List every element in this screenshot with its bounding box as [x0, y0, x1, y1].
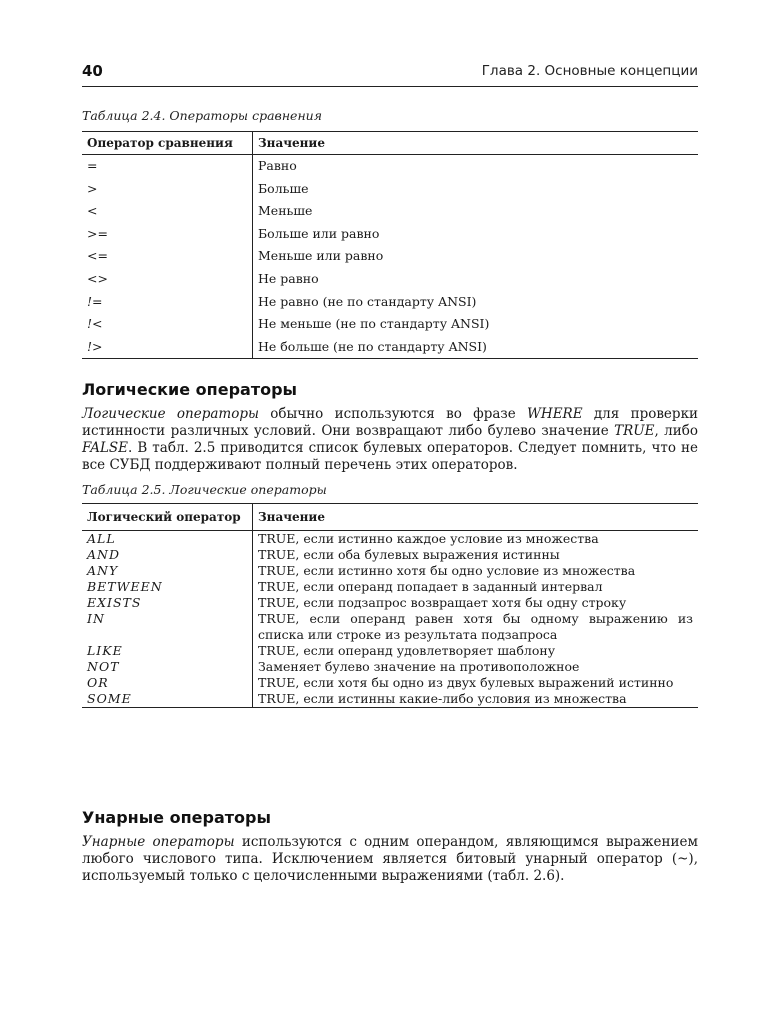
- table-row: [82, 336, 698, 359]
- column-header-operator: Логический оператор: [82, 504, 253, 531]
- operator-cell: !>: [82, 336, 253, 359]
- page-number: 40: [82, 62, 103, 80]
- table-row: [82, 245, 698, 268]
- operator-cell: =: [82, 155, 253, 178]
- table-row: [82, 659, 698, 675]
- table-row: [82, 200, 698, 223]
- chapter-title: Глава 2. Основные концепции: [481, 63, 698, 79]
- meaning-cell: Не равно: [258, 270, 319, 286]
- meaning-cell: Больше: [258, 180, 309, 196]
- keyword-false: FALSE: [82, 440, 129, 456]
- table-2-4-caption: Таблица 2.4. Операторы сравнения: [82, 108, 323, 123]
- logical-operators-paragraph: [82, 406, 698, 474]
- operator-cell: OR: [82, 675, 253, 691]
- operator-cell: <: [82, 200, 253, 223]
- table-row: [82, 531, 698, 548]
- table-row: [82, 595, 698, 611]
- meaning-cell: Не равно (не по стандарту ANSI): [258, 293, 477, 309]
- meaning-cell: TRUE, если истинны какие-либо условия из множества: [253, 691, 699, 708]
- logical-operators-table: [82, 503, 698, 708]
- meaning-cell: TRUE, если оба булевых выражения истинны: [258, 547, 560, 562]
- meaning-cell: TRUE, если истинно хотя бы одно условие из множества: [258, 563, 636, 578]
- table-row: [82, 691, 698, 708]
- operator-cell: SOME: [82, 691, 253, 708]
- operator-cell: !<: [82, 313, 253, 336]
- table-row: [82, 643, 698, 659]
- operator-cell: BETWEEN: [82, 579, 253, 595]
- paragraph-text: . В табл. 2.5 приводится список булевых операторов. Следует помнить, что не все СУБД поддерживают полный перечень этих операторов.: [82, 440, 698, 473]
- table-header-row: [82, 504, 698, 531]
- paragraph-text: , либо: [654, 423, 698, 439]
- meaning-cell: TRUE, если операнд попадает в заданный интервал: [258, 579, 603, 594]
- paragraph-text: используются с одним операндом, являющимся выражением любого числового типа. Исключением является битовый унарный оператор (~), используемый только с целочисленными выражениями (табл. 2.6).: [82, 834, 698, 884]
- operator-cell: <>: [82, 268, 253, 291]
- paragraph-text: обычно используются во фразе: [258, 406, 528, 422]
- operator-cell: >=: [82, 223, 253, 246]
- operator-cell: IN: [82, 611, 253, 643]
- operator-cell: <=: [82, 245, 253, 268]
- table-row: [82, 268, 698, 291]
- table-row: [82, 291, 698, 314]
- meaning-cell: Меньше или равно: [258, 248, 384, 264]
- table-header-row: [82, 132, 698, 155]
- table-row: [82, 579, 698, 595]
- table-row: [82, 155, 698, 178]
- comparison-operators-table: [82, 131, 698, 359]
- table-2-5-caption: Таблица 2.5. Логические операторы: [82, 482, 327, 497]
- operator-cell: >: [82, 178, 253, 201]
- column-header-operator: Оператор сравнения: [82, 132, 253, 155]
- operator-cell: EXISTS: [82, 595, 253, 611]
- operator-cell: NOT: [82, 659, 253, 675]
- table-row: [82, 675, 698, 691]
- table-row: [82, 178, 698, 201]
- operator-cell: LIKE: [82, 643, 253, 659]
- meaning-cell: TRUE, если операнд равен хотя бы одному выражению из списка или строке из результата подзапроса: [258, 611, 693, 642]
- meaning-cell: Больше или равно: [258, 225, 380, 241]
- table-row: [82, 563, 698, 579]
- running-header: [82, 62, 698, 87]
- table-row: [82, 547, 698, 563]
- operator-cell: ANY: [82, 563, 253, 579]
- meaning-cell: Меньше: [258, 203, 313, 219]
- operator-cell: !=: [82, 291, 253, 314]
- term-unary-operators: Унарные операторы: [82, 834, 235, 850]
- operator-cell: AND: [82, 547, 253, 563]
- meaning-cell: TRUE, если хотя бы одно из двух булевых выражений истинно: [258, 675, 674, 690]
- paragraph-text: для проверки истинности различных условий. Они возвращают либо булево значение: [82, 406, 699, 439]
- meaning-cell: TRUE, если истинно каждое условие из множества: [258, 531, 599, 546]
- section-heading-unary: Унарные операторы: [82, 808, 271, 827]
- section-heading-logical: Логические операторы: [82, 380, 297, 399]
- table-row: [82, 223, 698, 246]
- column-header-meaning: Значение: [253, 132, 699, 155]
- keyword-where: WHERE: [527, 406, 583, 422]
- unary-operators-paragraph: [82, 834, 698, 885]
- column-header-meaning: Значение: [253, 504, 699, 531]
- keyword-true: TRUE: [614, 423, 655, 439]
- meaning-cell: Не больше (не по стандарту ANSI): [253, 336, 699, 359]
- meaning-cell: Заменяет булево значение на противоположное: [258, 659, 580, 674]
- term-logical-operators: Логические операторы: [82, 406, 259, 422]
- table-row: [82, 313, 698, 336]
- meaning-cell: TRUE, если операнд удовлетворяет шаблону: [258, 643, 556, 658]
- meaning-cell: Равно: [258, 158, 297, 173]
- meaning-cell: TRUE, если подзапрос возвращает хотя бы одну строку: [258, 595, 627, 610]
- operator-cell: ALL: [82, 531, 253, 548]
- meaning-cell: Не меньше (не по стандарту ANSI): [258, 316, 490, 332]
- table-row: [82, 611, 698, 643]
